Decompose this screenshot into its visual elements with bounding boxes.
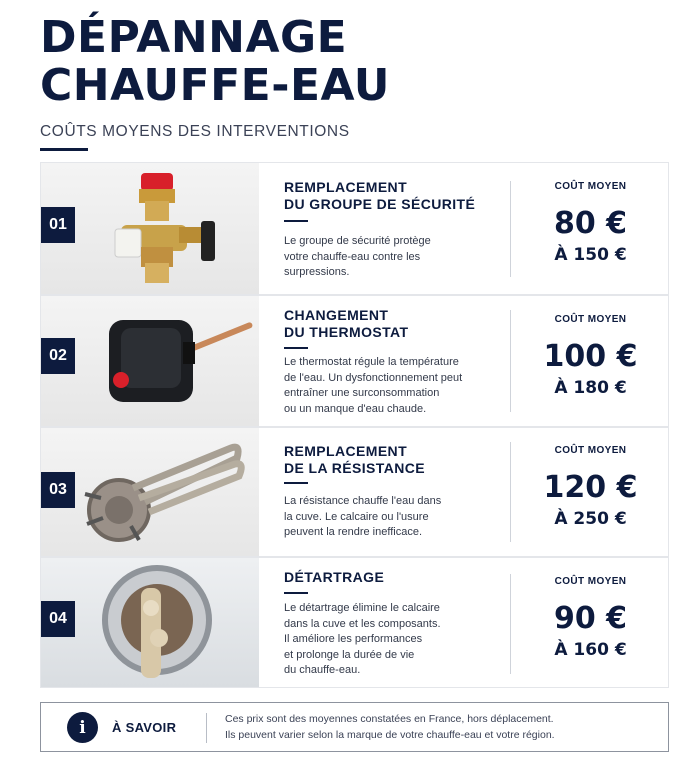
info-text <box>225 712 655 743</box>
page-title <box>40 14 390 110</box>
card-title-line-2: DU THERMOSTAT <box>284 324 409 340</box>
card-title-line-1: CHANGEMENT <box>284 307 389 323</box>
card-description <box>284 494 494 541</box>
price-label: COÛT MOYEN <box>554 181 627 192</box>
price-block <box>511 314 670 398</box>
info-box <box>40 702 669 752</box>
price-from: 100 € <box>543 339 638 374</box>
title-underline <box>40 148 88 151</box>
title-line-1: DÉPANNAGE <box>40 12 348 63</box>
page-subtitle: COÛTS MOYENS DES INTERVENTIONS <box>40 123 350 140</box>
price-from: 90 € <box>553 601 628 636</box>
info-label: À SAVOIR <box>112 720 177 735</box>
price-label: COÛT MOYEN <box>554 576 627 587</box>
card-description-line: de l'eau. Un dysfonctionnement peut <box>284 371 463 384</box>
card-number: 02 <box>41 338 75 374</box>
card-title-underline <box>284 220 308 222</box>
info-divider <box>206 713 207 743</box>
card-title-line-1: REMPLACEMENT <box>284 443 408 459</box>
card-title <box>284 179 494 213</box>
card-title <box>284 569 494 586</box>
card-description-line: ou un manque d'eau chaude. <box>284 402 427 415</box>
card-description <box>284 601 494 679</box>
card-title-underline <box>284 347 308 349</box>
card-description-line: la cuve. Le calcaire ou l'usure <box>284 510 429 523</box>
card-title-line-1: DÉTARTRAGE <box>284 569 385 585</box>
card-description-line: Le groupe de sécurité protège <box>284 235 431 247</box>
info-icon: i <box>67 712 98 743</box>
card-title-line-1: REMPLACEMENT <box>284 179 408 195</box>
price-block <box>511 576 670 660</box>
card-description-line: peuvent la rendre inefficace. <box>284 526 422 538</box>
card-description-line: entraîner une surconsommation <box>284 387 440 399</box>
card-description-line: dans la cuve et les composants. <box>284 617 441 630</box>
price-from: 80 € <box>553 206 628 241</box>
price-block <box>511 445 670 529</box>
price-label: COÛT MOYEN <box>554 445 627 456</box>
price-to: À 180 € <box>554 378 627 398</box>
card-number: 03 <box>41 472 75 508</box>
card-description-line: Le thermostat régule la température <box>284 356 459 368</box>
card-description <box>284 355 494 417</box>
card-title-line-2: DE LA RÉSISTANCE <box>284 460 425 476</box>
card-description-line: Il améliore les performances <box>284 633 423 645</box>
intervention-card-1 <box>40 162 669 295</box>
price-from: 120 € <box>543 470 638 505</box>
info-text-line-1: Ces prix sont des moyennes constatées en France, hors déplacement. <box>225 713 554 725</box>
price-to: À 150 € <box>554 245 627 265</box>
card-number: 04 <box>41 601 75 637</box>
card-title-line-2: DU GROUPE DE SÉCURITÉ <box>284 196 476 212</box>
intervention-card-3 <box>40 427 669 557</box>
card-title-underline <box>284 592 308 594</box>
price-to: À 160 € <box>554 640 627 660</box>
card-description-line: votre chauffe-eau contre les <box>284 250 421 263</box>
info-text-line-2: Ils peuvent varier selon la marque de votre chauffe-eau et votre région. <box>225 728 555 741</box>
card-description-line: et prolonge la durée de vie <box>284 648 415 661</box>
card-description-line: surpressions. <box>284 266 350 278</box>
card-description <box>284 234 494 281</box>
card-title-underline <box>284 482 308 484</box>
title-line-2: CHAUFFE-EAU <box>40 60 390 111</box>
card-title <box>284 307 494 341</box>
card-description-line: Le détartrage élimine le calcaire <box>284 602 440 614</box>
price-label: COÛT MOYEN <box>554 314 627 325</box>
price-to: À 250 € <box>554 509 627 529</box>
intervention-card-4 <box>40 557 669 688</box>
card-title <box>284 443 494 477</box>
intervention-card-2 <box>40 295 669 427</box>
card-description-line: du chauffe-eau. <box>284 664 361 676</box>
price-block <box>511 181 670 265</box>
card-number: 01 <box>41 207 75 243</box>
card-description-line: La résistance chauffe l'eau dans <box>284 495 442 507</box>
